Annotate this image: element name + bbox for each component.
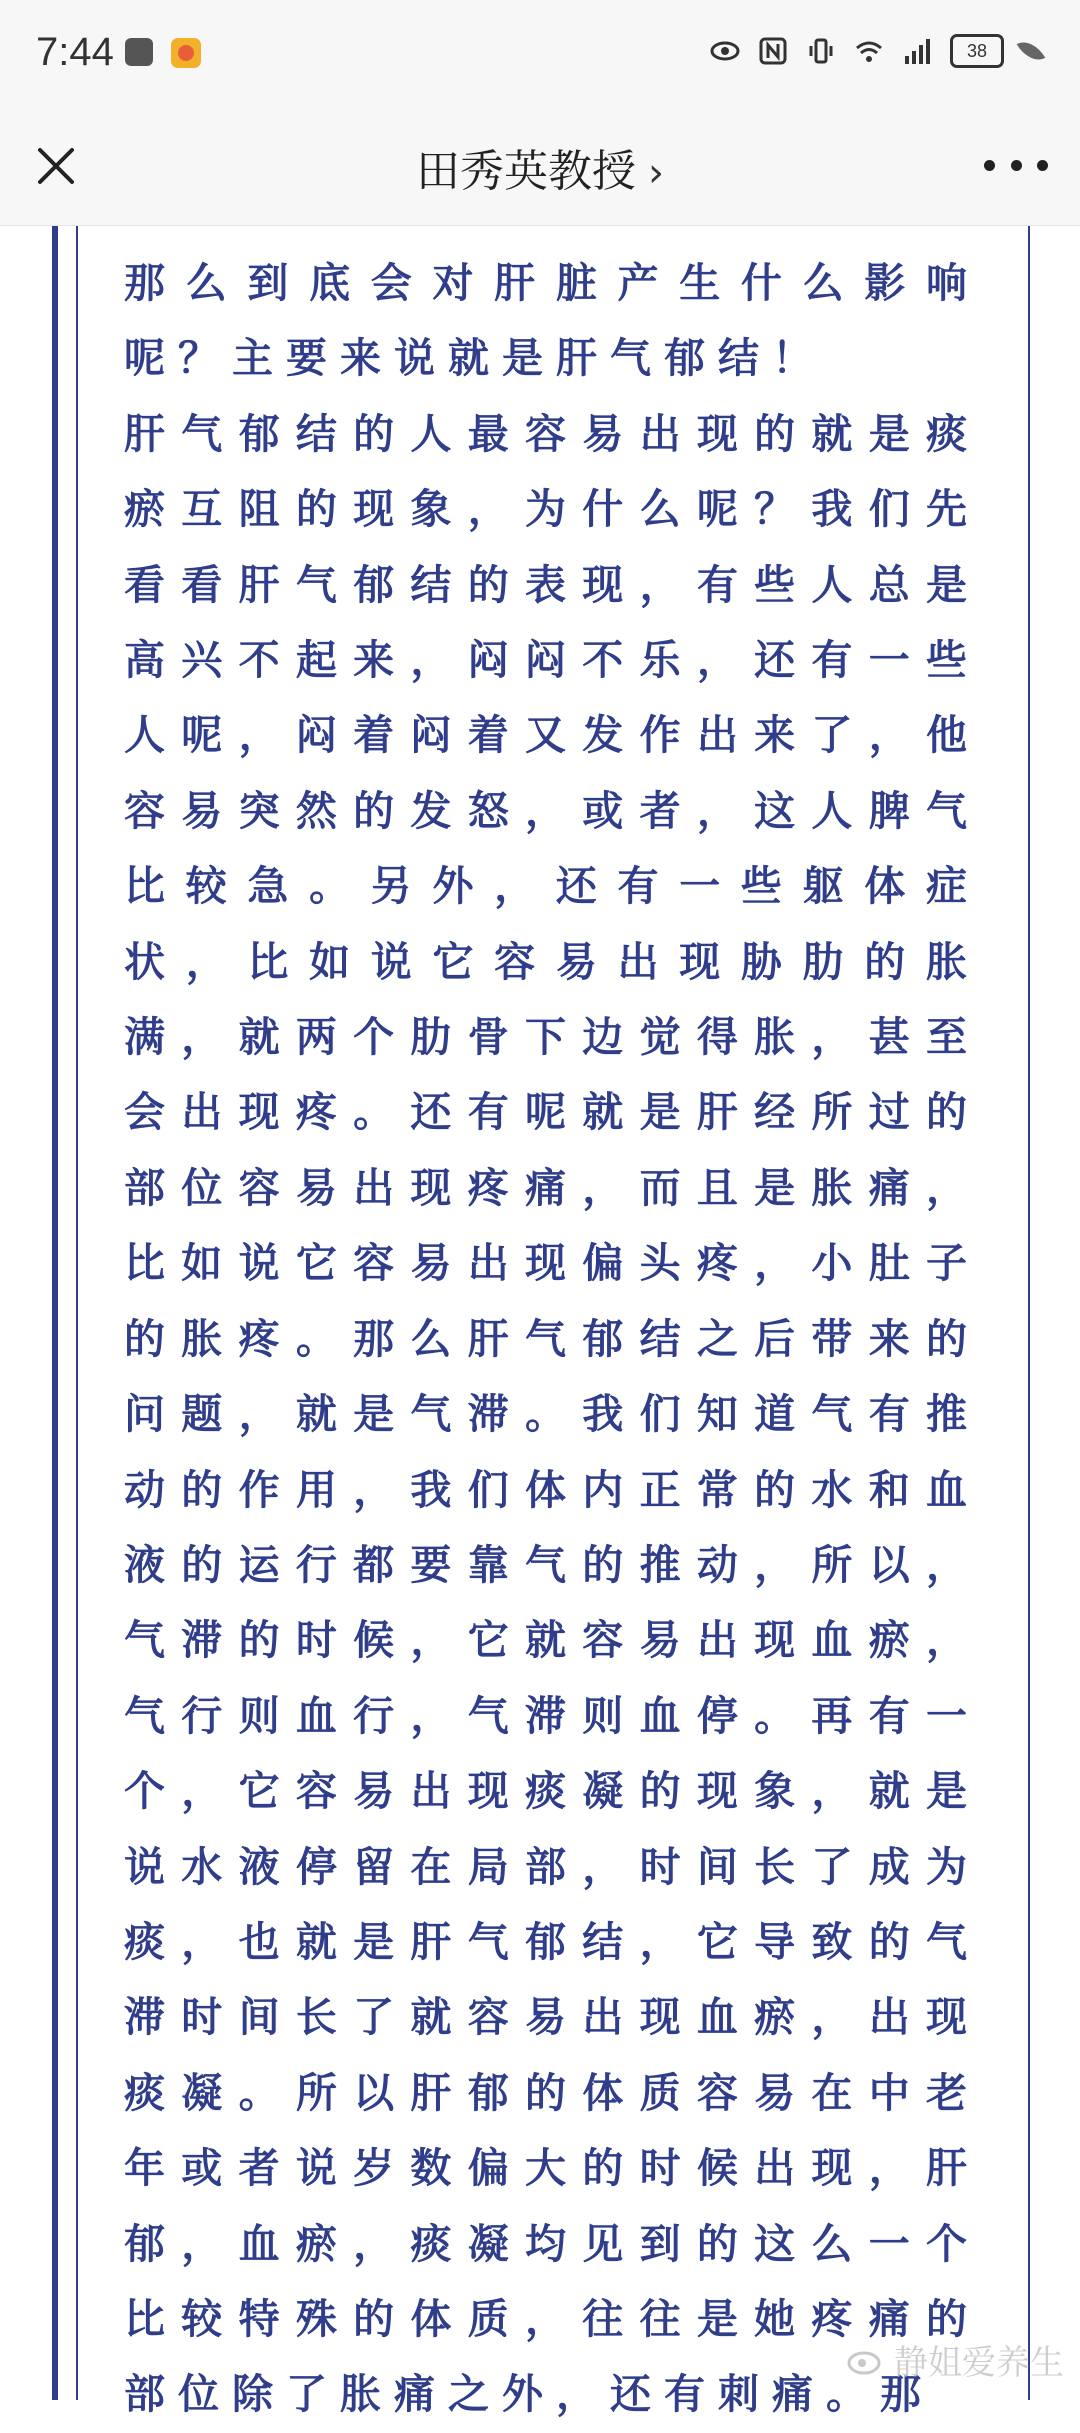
account-title[interactable]: [0, 135, 1080, 199]
more-options-button[interactable]: [984, 150, 1048, 180]
power-saving-icon: [1017, 35, 1046, 67]
eye-icon: [710, 36, 740, 66]
frame-border-left-thin: [76, 226, 78, 2400]
article-paragraph: 肝气郁结的人最容易出现的就是痰瘀互阻的现象，为什么呢？我们先看看肝气郁结的表现，有些人总是高兴不起来，闷闷不乐，还有一些人呢，闷着闷着又发作出来了，他容易突然的发怒，或者，这人脾气比较急。另外，还有一些躯体症状，比如说它容易出现胁肋的胀满，就两个肋骨下边觉得胀，甚至会出现疼。还有呢就是肝经所过的部位容易出现疼痛，而且是胀痛，比如说它容易出现偏头疼，小肚子的胀疼。那么肝气郁结之后带来的问题，就是气滞。我们知道气有推动的作用，我们体内正常的水和血液的运行都要靠气的推动，所以，气滞的时候，它就容易出现血瘀，气行则血行，气滞则血停。再有一个，它容易出现痰凝的现象，就是说水液停留在局部，时间长了成为痰，也就是肝气郁结，它导致的气滞时间长了就容易出现血瘀，出现痰凝。所以肝郁的体质容易在中老年或者说岁数偏大的时候出现，肝郁，血瘀，痰凝均见到的这么一个比较特殊的体质，往往是她疼痛的部位除了胀痛之外，还有刺痛。那: [124, 409, 980, 2419]
app-notification-icon: [125, 38, 153, 66]
article-paragraph: 那么到底会对肝脏产生什么影响呢？主要来说就是肝气郁结！: [124, 259, 980, 383]
more-dot-icon: [984, 160, 995, 171]
signal-icon: [902, 36, 932, 66]
vibrate-icon: [806, 36, 836, 66]
notification-icons: [125, 38, 201, 68]
game-app-icon: [171, 38, 201, 68]
status-time: 7:44: [36, 30, 114, 74]
weibo-icon: [846, 2345, 886, 2375]
nav-bar: [0, 110, 1080, 226]
frame-border-left-thick: [52, 226, 58, 2400]
status-indicators: [710, 34, 1040, 68]
more-dot-icon: [1011, 160, 1022, 171]
weibo-watermark: [846, 2335, 1064, 2384]
account-name[interactable]: 田秀英教授: [416, 146, 636, 197]
watermark-text: 静姐爱养生: [894, 2343, 1064, 2383]
wifi-icon: [854, 36, 884, 66]
battery-icon: 38: [950, 34, 1004, 68]
chevron-right-icon[interactable]: ›: [648, 150, 664, 196]
status-bar: [0, 0, 1080, 110]
more-dot-icon: [1037, 160, 1048, 171]
article-body: [124, 246, 980, 2433]
article-content[interactable]: [0, 226, 1080, 2419]
nfc-icon: [758, 36, 788, 66]
frame-border-right: [1028, 226, 1030, 2400]
